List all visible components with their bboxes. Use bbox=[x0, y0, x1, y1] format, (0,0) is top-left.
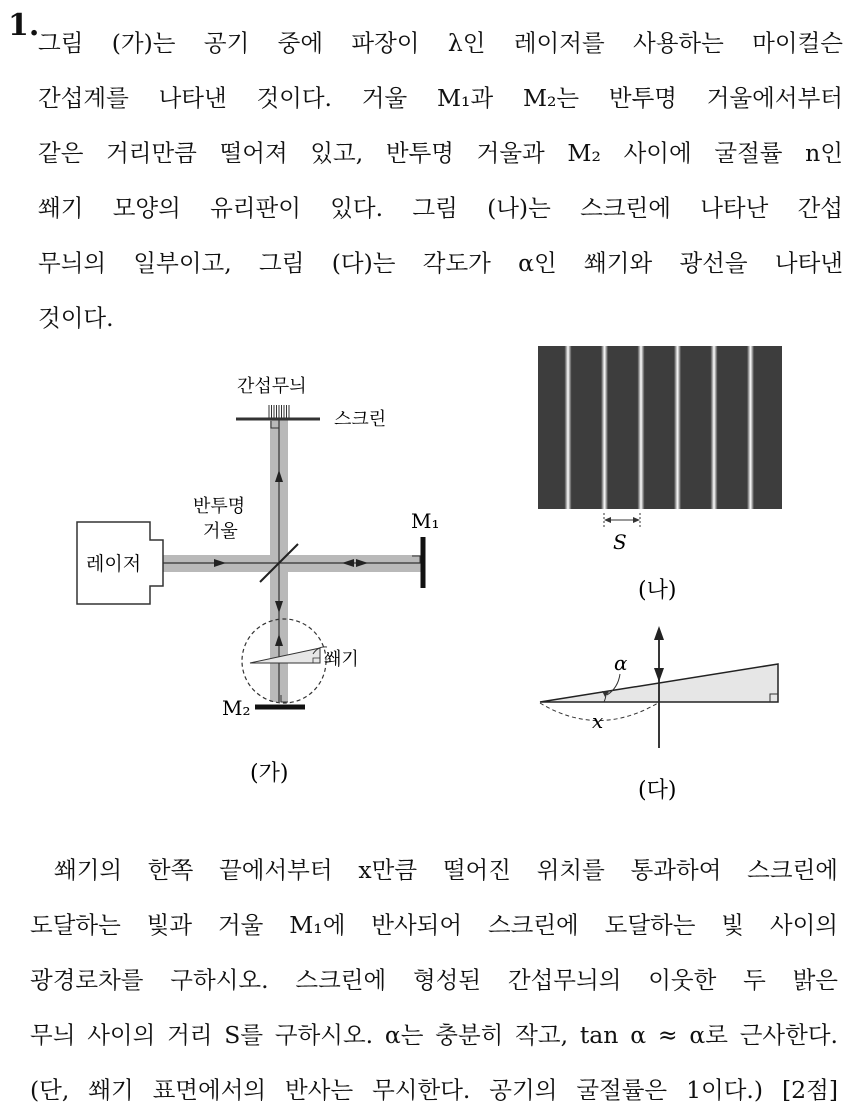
distance-label: x bbox=[592, 709, 604, 733]
laser-label: 레이저 bbox=[86, 553, 142, 575]
mirror2-label: M₂ bbox=[222, 696, 251, 720]
question-line: 광경로차를 구하시오. 스크린에 형성된 간섭무늬의 이웃한 두 밝은 bbox=[30, 966, 838, 994]
question-line: (단, 쐐기 표면에서의 반사는 무시한다. 공기의 굴절률은 1이다.) [2점] bbox=[30, 1076, 838, 1104]
figure-na-interference-fringes bbox=[530, 340, 790, 610]
intro-line: 같은 거리만큼 떨어져 있고, 반투명 거울과 M₂ 사이에 굴절률 n인 bbox=[38, 139, 843, 167]
bright-fringe bbox=[667, 346, 689, 509]
intro-line: 것이다. bbox=[38, 304, 114, 332]
spacing-label: S bbox=[613, 530, 627, 554]
question-line: 도달하는 빛과 거울 M₁에 반사되어 스크린에 도달하는 빛 사이의 bbox=[30, 911, 838, 939]
intro-paragraph bbox=[38, 16, 843, 346]
figure-ga-michelson-interferometer bbox=[0, 360, 470, 800]
angle-label: α bbox=[614, 651, 628, 675]
bright-fringe bbox=[594, 346, 616, 509]
question-number: 1. bbox=[8, 8, 40, 43]
mirror1-label: M₁ bbox=[411, 509, 440, 533]
bright-fringe bbox=[703, 346, 725, 509]
fringe-pattern-small bbox=[269, 405, 289, 418]
screen-label: 스크린 bbox=[334, 409, 387, 430]
bright-fringe bbox=[557, 346, 579, 509]
fringe-label: 간섭무늬 bbox=[237, 376, 307, 397]
intro-line: 그림 (가)는 공기 중에 파장이 λ인 레이저를 사용하는 마이컬슨 bbox=[38, 29, 843, 57]
caption-na: (나) bbox=[638, 578, 677, 603]
caption-da: (다) bbox=[638, 778, 677, 803]
question-line: 무늬 사이의 거리 S를 구하시오. α는 충분히 작고, tan α ≈ α로 근사한다. bbox=[30, 1021, 838, 1049]
intro-line: 간섭계를 나타낸 것이다. 거울 M₁과 M₂는 반투명 거울에서부터 bbox=[38, 84, 843, 112]
bright-fringe bbox=[740, 346, 762, 509]
intro-line: 무늬의 일부이고, 그림 (다)는 각도가 α인 쐐기와 광선을 나타낸 bbox=[38, 249, 843, 277]
beamsplitter-label-2: 거울 bbox=[203, 521, 238, 542]
intro-line: 쐐기 모양의 유리판이 있다. 그림 (나)는 스크린에 나타난 간섭 bbox=[38, 194, 843, 222]
figure-da-wedge-ray bbox=[530, 620, 800, 810]
bright-fringe bbox=[630, 346, 652, 509]
beamsplitter-label-1: 반투명 bbox=[193, 496, 246, 517]
question-line: 쐐기의 한쪽 끝에서부터 x만큼 떨어진 위치를 통과하여 스크린에 bbox=[54, 856, 838, 884]
question-paragraph bbox=[30, 843, 838, 1118]
caption-ga: (가) bbox=[250, 761, 289, 786]
wedge-label: 쐐기 bbox=[324, 649, 359, 670]
